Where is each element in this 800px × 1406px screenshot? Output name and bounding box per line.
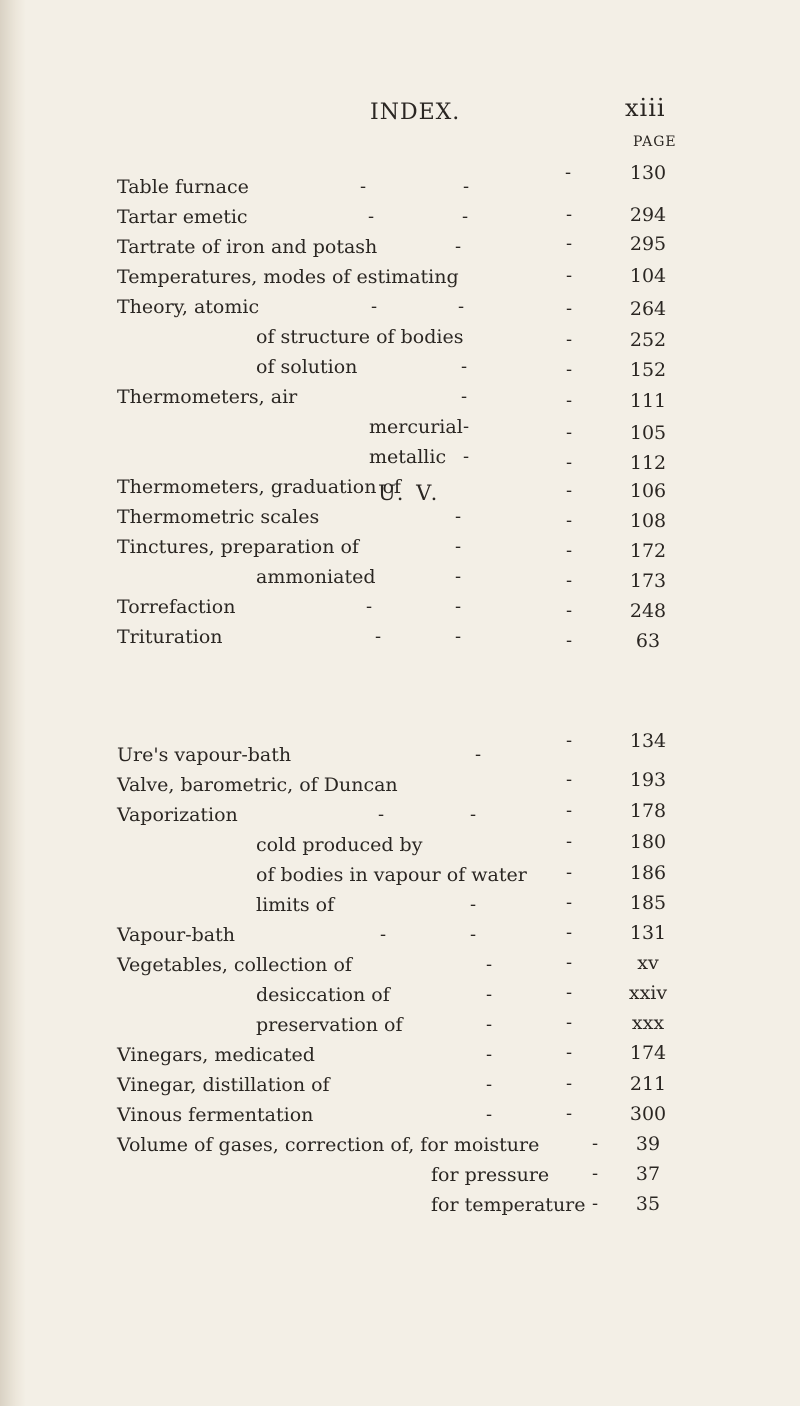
leader-dash: -: [486, 1014, 493, 1035]
page-number: 35: [635, 1193, 661, 1215]
index-term: Volume of gases, correction of, for moisture: [117, 1134, 540, 1156]
leader-dash: -: [566, 359, 573, 380]
leader-dash: -: [566, 540, 573, 561]
index-term: Thermometers, air: [117, 386, 298, 408]
index-term: cold produced by: [256, 834, 423, 856]
page-number: 294: [629, 204, 667, 226]
index-term: Ure's vapour-bath: [117, 744, 292, 766]
index-term: Tinctures, preparation of: [117, 536, 359, 558]
leader-dash: -: [475, 744, 482, 765]
leader-dash: -: [378, 804, 385, 825]
page-number: xxx: [631, 1012, 665, 1034]
leader-dash: -: [566, 233, 573, 254]
leader-dash: -: [458, 296, 465, 317]
leader-dash: -: [566, 630, 573, 651]
page-number: 248: [629, 600, 667, 622]
page-number: 185: [629, 892, 667, 914]
index-term: Vapour-bath: [117, 924, 236, 946]
leader-dash: -: [566, 204, 573, 225]
leader-dash: -: [566, 730, 573, 751]
page-column-label: PAGE: [633, 134, 677, 150]
page-number: 211: [629, 1073, 667, 1095]
running-head-page-number: xiii: [625, 94, 666, 122]
index-entry: [0, 770, 800, 800]
page-number: 130: [629, 162, 667, 184]
index-entry: [0, 800, 800, 830]
leader-dash: -: [463, 176, 470, 197]
leader-dash: -: [463, 446, 470, 467]
page-number: 193: [629, 769, 667, 791]
leader-dash: -: [380, 924, 387, 945]
leader-dash: -: [455, 506, 462, 527]
leader-dash: -: [566, 329, 573, 350]
leader-dash: -: [470, 804, 477, 825]
leader-dash: -: [368, 206, 375, 227]
leader-dash: -: [566, 510, 573, 531]
index-term: ammoniated: [256, 566, 376, 588]
leader-dash: -: [566, 600, 573, 621]
leader-dash: -: [566, 1012, 573, 1033]
leader-dash: -: [461, 356, 468, 377]
index-term: Valve, barometric, of Duncan: [117, 774, 398, 796]
leader-dash: -: [566, 769, 573, 790]
index-entry: [0, 1040, 800, 1070]
index-term: Tartar emetic: [117, 206, 248, 228]
leader-dash: -: [455, 236, 462, 257]
page-number: 152: [629, 359, 667, 381]
leader-dash: -: [486, 954, 493, 975]
leader-dash: -: [366, 596, 373, 617]
page-number: 172: [629, 540, 667, 562]
page-number: 111: [629, 390, 667, 412]
index-term: Tartrate of iron and potash: [117, 236, 378, 258]
index-term: Theory, atomic: [117, 296, 260, 318]
index-entry: [0, 730, 800, 770]
leader-dash: -: [455, 536, 462, 557]
page-number: 300: [629, 1103, 667, 1125]
index-term: of solution: [256, 356, 358, 378]
index-entry: [0, 920, 800, 950]
page-number: 252: [629, 329, 667, 351]
page-number: 180: [629, 831, 667, 853]
index-term: limits of: [256, 894, 335, 916]
leader-dash: -: [470, 894, 477, 915]
index-entry: [0, 830, 800, 860]
leader-dash: -: [566, 831, 573, 852]
page-number: 178: [629, 800, 667, 822]
leader-dash: -: [592, 1163, 599, 1184]
leader-dash: -: [462, 206, 469, 227]
leader-dash: -: [566, 390, 573, 411]
index-entry: [0, 1160, 800, 1190]
leader-dash: -: [360, 176, 367, 197]
index-term: of bodies in vapour of water: [256, 864, 527, 886]
leader-dash: -: [566, 1042, 573, 1063]
leader-dash: -: [566, 800, 573, 821]
page-number: 173: [629, 570, 667, 592]
page-number: 63: [635, 630, 661, 652]
page-number: 106: [629, 480, 667, 502]
index-term: Vinous fermentation: [117, 1104, 314, 1126]
index-term: Vinegars, medicated: [117, 1044, 315, 1066]
index-term: Thermometric scales: [117, 506, 320, 528]
leader-dash: -: [371, 296, 378, 317]
index-term: Trituration: [117, 626, 223, 648]
index-term: desiccation of: [256, 984, 390, 1006]
leader-dash: -: [470, 924, 477, 945]
index-term: Vaporization: [117, 804, 238, 826]
leader-dash: -: [375, 626, 382, 647]
leader-dash: -: [566, 298, 573, 319]
page-number: 105: [629, 422, 667, 444]
index-term: of structure of bodies: [256, 326, 464, 348]
leader-dash: -: [566, 265, 573, 286]
leader-dash: -: [566, 452, 573, 473]
page-number: 37: [635, 1163, 661, 1185]
index-term: Vegetables, collection of: [117, 954, 352, 976]
leader-dash: -: [461, 386, 468, 407]
page-number: xxiv: [628, 982, 668, 1004]
page-number: 108: [629, 510, 667, 532]
page-number: 134: [629, 730, 667, 752]
index-entry: [0, 1100, 800, 1130]
leader-dash: -: [566, 862, 573, 883]
page-number: xv: [637, 952, 659, 974]
page-number: 295: [629, 233, 667, 255]
leader-dash: -: [565, 162, 572, 183]
leader-dash: -: [566, 1073, 573, 1094]
leader-dash: -: [566, 952, 573, 973]
page-number: 39: [635, 1133, 661, 1155]
index-entry: [0, 1010, 800, 1040]
index-entry: [0, 860, 800, 890]
page-number: 112: [629, 452, 667, 474]
index-term: for temperature: [431, 1194, 586, 1216]
leader-dash: -: [486, 1044, 493, 1065]
leader-dash: -: [566, 922, 573, 943]
index-entry: [0, 1190, 800, 1220]
index-entry: [0, 890, 800, 920]
index-term: Torrefaction: [117, 596, 236, 618]
leader-dash: -: [486, 1104, 493, 1125]
leader-dash: -: [486, 1074, 493, 1095]
index-term: preservation of: [256, 1014, 403, 1036]
leader-dash: -: [486, 984, 493, 1005]
leader-dash: -: [566, 570, 573, 591]
page-number: 174: [629, 1042, 667, 1064]
leader-dash: -: [463, 416, 470, 437]
section-heading-uv: U. V.: [378, 481, 441, 505]
leader-dash: -: [455, 566, 462, 587]
index-term: Vinegar, distillation of: [117, 1074, 330, 1096]
index-entry: [0, 1130, 800, 1160]
index-term: Thermometers, graduation of: [117, 476, 401, 498]
leader-dash: -: [592, 1133, 599, 1154]
leader-dash: -: [455, 626, 462, 647]
index-entry: [0, 950, 800, 980]
index-entry: [0, 1070, 800, 1100]
page-number: 264: [629, 298, 667, 320]
page-number: 131: [629, 922, 667, 944]
index-term: Table furnace: [117, 176, 249, 198]
index-term: Temperatures, modes of estimating: [117, 266, 459, 288]
leader-dash: -: [566, 422, 573, 443]
leader-dash: -: [455, 596, 462, 617]
leader-dash: -: [566, 480, 573, 501]
index-term: mercurial: [369, 416, 463, 438]
index-term: metallic: [369, 446, 447, 468]
leader-dash: -: [566, 982, 573, 1003]
index-term: for pressure: [431, 1164, 550, 1186]
page-number: 186: [629, 862, 667, 884]
leader-dash: -: [566, 892, 573, 913]
page-number: 104: [629, 265, 667, 287]
running-head-title: INDEX.: [370, 100, 461, 125]
leader-dash: -: [566, 1103, 573, 1124]
leader-dash: -: [592, 1193, 599, 1214]
index-entry: [0, 980, 800, 1010]
